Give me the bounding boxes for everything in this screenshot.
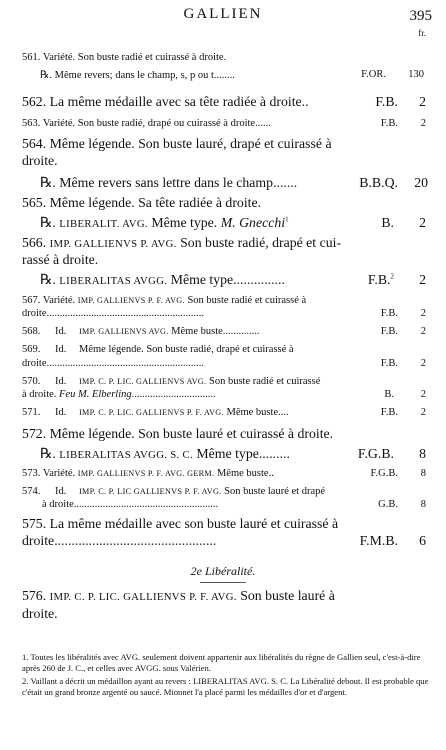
- entry-569-cont: droite............................................................ F.B. 2: [22, 358, 426, 369]
- entry-575-cont: droite............................................... F.M.B. 6: [22, 533, 426, 548]
- entry-565: 565. Même légende. Sa tête radiée à droite.: [22, 195, 262, 210]
- entry-564-reverse: ℞. Même revers sans lettre dans le champ....... B.B.Q. 20: [40, 175, 428, 190]
- entry-564-cont: droite.: [22, 153, 58, 168]
- entry-570: 570. Id. IMP. C. P. LIC. GALLIENVS AVG. Son buste radié et cuirassé: [22, 376, 321, 387]
- entry-561-reverse: ℞. Même revers; dans le champ, s, p ou t........ F.OR. 130: [40, 69, 424, 81]
- entry-569: 569. Id. Même légende. Son buste radié, drapé et cuirassé à: [22, 344, 294, 355]
- entry-563: 563. Variété. Son buste radié, drapé ou cuirassé à droite...... F.B. 2: [22, 118, 426, 129]
- entry-572-reverse: ℞. LIBERALITAS AVGG. S. C. Même type......... F.G.B. 8: [40, 446, 426, 461]
- entry-567: 567. Variété. IMP. GALLIENVS P. F. AVG. Son buste radié et cuirassé à: [22, 295, 307, 306]
- entry-566-reverse: ℞. LIBERALITAS AVGG. Même type............... F.B.$^2$ 2: [40, 272, 426, 287]
- entry-568: 568. Id. IMP. GALLIENVS AVG. Même buste.............. F.B. 2: [22, 326, 426, 337]
- page-number: 395: [409, 8, 432, 24]
- running-head-title: GALLIEN: [183, 6, 263, 22]
- entry-566-cont: rassé à droite.: [22, 252, 99, 267]
- entry-566: 566. IMP. GALLIENVS P. AVG. Son buste radié, drapé et cui-: [22, 235, 342, 250]
- entry-561: 561. Variété. Son buste radié et cuirassé à droite.: [22, 52, 227, 63]
- entry-573: 573. Variété. IMP. GALLIENVS P. F. AVG. GERM. Même buste.. F.G.B. 8: [22, 468, 426, 479]
- entry-564: 564. Même légende. Son buste lauré, drapé et cuirassé à: [22, 136, 332, 151]
- entry-576-cont: droite.: [22, 606, 58, 621]
- entry-572: 572. Même légende. Son buste lauré et cuirassé à droite.: [22, 426, 334, 441]
- entry-565-reverse: ℞. LIBERALIT. AVG. Même type. M. Gnecchi$^1$ B. 2: [40, 215, 426, 230]
- entry-562: 562. La même médaille avec sa tête radiée à droite.. F.B. 2: [22, 94, 426, 109]
- currency-unit-label: fr.: [418, 28, 426, 38]
- footnote-2: 2. Vaillant a décrit un médaillon ayant au revers : LIBERALITAS AVG. S. C. La Libéralité debout. Il est probable que c'était un grand bronze argenté ou saucé. Mionnet l'a placé parmi les médailles d'or et d'argent.: [22, 676, 429, 697]
- section-rule: [200, 582, 246, 583]
- entry-570-cont: à droite. Feu M. Elberling................................ B. 2: [22, 389, 426, 400]
- footnote-1: 1. Toutes les libéralités avec AVG. seulement doivent appartenir aux libéralités du règne de Gallien seul, c'est-à-dire après 260 de J. C., et celles avec AVGG. sous Valérien.: [22, 652, 421, 673]
- entry-575: 575. La même médaille avec son buste lauré et cuirassé à: [22, 516, 339, 531]
- entry-571: 571. Id. IMP. C. P. LIC. GALLIENVS P. F. AVG. Même buste.... F.B. 2: [22, 407, 426, 418]
- entry-576: 576. IMP. C. P. LIC. GALLIENVS P. F. AVG. Son buste lauré à: [22, 588, 335, 603]
- entry-574: 574. Id. IMP. C. P. LIC GALLIENVS P. F. AVG. Son buste lauré et drapé: [22, 486, 326, 497]
- entry-574-cont: à droite....................................................... G.B. 8: [42, 499, 426, 510]
- entry-567-cont: droite............................................................ F.B. 2: [22, 308, 426, 319]
- section-heading: 2e Libéralité.: [190, 564, 256, 578]
